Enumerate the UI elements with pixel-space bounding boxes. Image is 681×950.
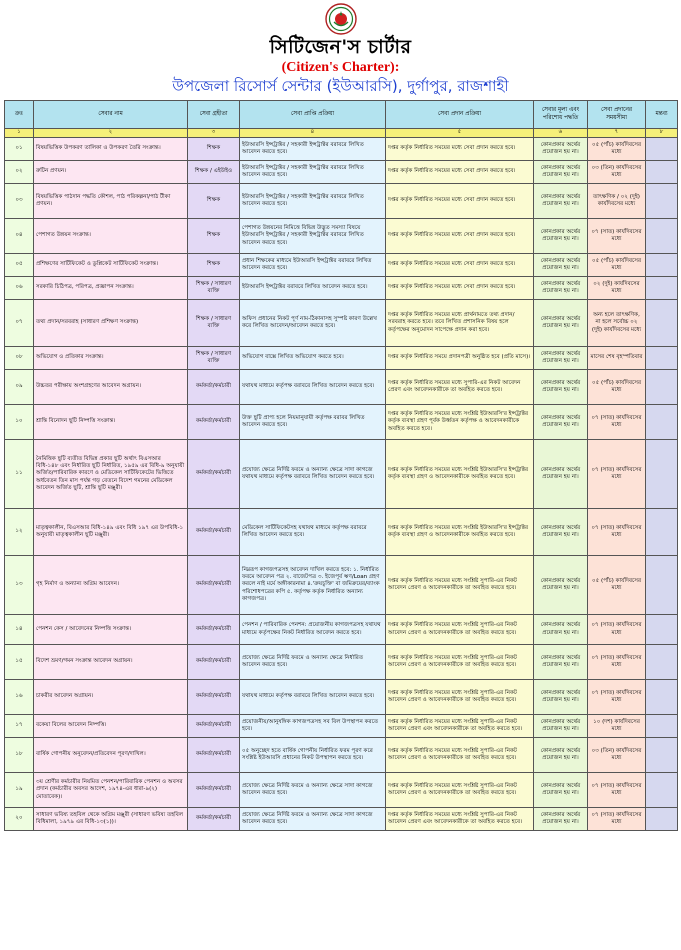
service-name: বিষয়ভিত্তিক পাঠদান পদ্ধতি কৌশল, পাঠ পরিকল্পনা/পাঠ টীকা প্রণয়ন।	[34, 184, 188, 219]
service-time: তাৎক্ষণিক / ০২ (দুই) কার্যদিবসের মধ্যে	[588, 184, 646, 219]
column-header: সেবার নাম	[34, 101, 188, 129]
service-time: ০৭ (সাত) কার্যদিবসের মধ্যে	[588, 615, 646, 645]
table-row	[5, 440, 678, 509]
service-fee: কোনপ্রকার অর্থের প্রয়োজন হয় না।	[534, 277, 588, 300]
service-name: বকেয়া বিলের আবেদন নিষ্পত্তি।	[34, 715, 188, 738]
remark	[646, 138, 678, 161]
row-number: ০৩	[5, 184, 34, 219]
service-recipient: শিক্ষক	[188, 184, 240, 219]
service-fee: কোনপ্রকার অর্থের প্রয়োজন হয় না।	[534, 808, 588, 831]
service-time: ০৭ (সাত) কার্যদিবসের মধ্যে	[588, 773, 646, 808]
office-name: উপজেলা রিসোর্স সেন্টার (ইউআরসি), দুর্গাপুর, রাজশাহী	[172, 77, 509, 95]
service-time: ০৫ (পাঁচ) কার্যদিবসের মধ্যে	[588, 370, 646, 405]
service-process: প্রযোজ্য ক্ষেত্রে নির্দিষ্ট ফরমে ও অন্যান্য ক্ষেত্রে সাদা কাগজে আবেদন করতে হবে।	[240, 773, 386, 808]
table-row	[5, 615, 678, 645]
service-recipient: কর্মকর্তা/কর্মচারী	[188, 808, 240, 831]
column-number: ৫	[386, 129, 534, 138]
service-name: ৩য় শ্রেণীর কর্মচারীর নিয়মিত পেনশন/পারিবারিক পেনশন ও অবসর প্রদান (কর্মচারীর অবসর আদেশ, ১৯৭৪-এর ধারা-৯(২) মোতাবেক)।	[34, 773, 188, 808]
table-row	[5, 347, 678, 370]
delivery-process: দপ্তর কর্তৃক নির্ধারিত সময়ের মধ্যে সংশ্লিষ্ট সুপারি-এর নিকট আবেদন প্রেরণ এবং আবেদনকারীকে তা অবহিত করতে হবে।	[386, 715, 534, 738]
table-row	[5, 277, 678, 300]
service-recipient: কর্মকর্তা/কর্মচারী	[188, 680, 240, 715]
row-number: ০১	[5, 138, 34, 161]
service-fee: কোনপ্রকার অর্থের প্রয়োজন হয় না।	[534, 509, 588, 556]
delivery-process: দপ্তর কর্তৃক নির্ধারিত সময়ের মধ্যে সংশ্লিষ্ট সুপারি-এর নিকট আবেদন প্রেরণ ও আবেদনকারীকে তা অবহিত করতে হবে।	[386, 680, 534, 715]
remark	[646, 161, 678, 184]
service-time: ০২ (দুই) কার্যদিবসের মধ্যে	[588, 277, 646, 300]
service-recipient: কর্মকর্তা/কর্মচারী	[188, 440, 240, 509]
service-fee: কোনপ্রকার অর্থের প্রয়োজন হয় না।	[534, 300, 588, 347]
table-row	[5, 680, 678, 715]
table-row	[5, 509, 678, 556]
column-header: মন্তব্য	[646, 101, 678, 129]
table-row	[5, 715, 678, 738]
column-number-row	[5, 129, 678, 138]
table-row	[5, 161, 678, 184]
service-fee: কোনপ্রকার অর্থের প্রয়োজন হয় না।	[534, 556, 588, 615]
service-time: ১০ (দশ) কার্যদিবসের মধ্যে	[588, 715, 646, 738]
row-number: ১৫	[5, 645, 34, 680]
delivery-process: দপ্তর কর্তৃক নির্ধারিত সময়ের মধ্যে সংশ্লিষ্ট ইউআরসি'র ইন্সট্রাক্টর কর্তৃক ব্যবস্থা গ্রহণ ও আবেদনকারীকে অবহিত করতে হবে।	[386, 440, 534, 509]
service-name: বার্ষিক গোপনীয় অনুবেদন/প্রতিবেদন পূরণ/দাখিল।	[34, 738, 188, 773]
table-row	[5, 405, 678, 440]
service-name: পেনশন কেস / আবেদনের নিষ্পত্তি সংক্রান্ত।	[34, 615, 188, 645]
delivery-process: দপ্তর কর্তৃক নির্ধারিত সময়ের মধ্যে সংশ্লিষ্ট সুপারি-এর নিকট আবেদন প্রেরণ ও আবেদনকারীকে তা অবহিত করতে হবে।	[386, 645, 534, 680]
column-number: ২	[34, 129, 188, 138]
service-recipient: কর্মকর্তা/কর্মচারী	[188, 556, 240, 615]
row-number: ১২	[5, 509, 34, 556]
service-name: সাধারণ ভবিষ্য তহবিল থেকে অগ্রিম মঞ্জুরী (সাধারণ ভবিষ্য তহবিল বিধিমালা, ১৯৭৯ এর বিধি-১৩(১))।	[34, 808, 188, 831]
service-fee: কোনপ্রকার অর্থের প্রয়োজন হয় না।	[534, 347, 588, 370]
row-number: ১৪	[5, 615, 34, 645]
service-recipient: কর্মকর্তা/কর্মচারী	[188, 738, 240, 773]
remark	[646, 347, 678, 370]
service-process: ০৫ অনুচ্ছেদ হতে বার্ষিক গোপনীয় নির্ধারিত ফরম পূরণ করে সংশ্লিষ্ট ইউআরসি প্রধানের নিকট উপস্থাপন করতে হবে।	[240, 738, 386, 773]
table-row	[5, 138, 678, 161]
delivery-process: দপ্তর কর্তৃক নির্ধারিত সময়ের মধ্যে সংশ্লিষ্ট ইউআরসি'র ইন্সট্রাক্টর কর্তৃক ব্যবস্থা গ্রহণ পূর্বক উর্ধ্বতন কর্তৃপক্ষ ও আবেদনকারীকে অবহিত করতে হবে।	[386, 405, 534, 440]
remark	[646, 738, 678, 773]
row-number: ০৫	[5, 254, 34, 277]
row-number: ০২	[5, 161, 34, 184]
service-recipient: কর্মকর্তা/কর্মচারী	[188, 509, 240, 556]
service-recipient: কর্মকর্তা/কর্মচারী	[188, 370, 240, 405]
service-time: ০৭ (সাত) কার্যদিবসের মধ্যে	[588, 645, 646, 680]
service-recipient: শিক্ষক / এইউইও	[188, 161, 240, 184]
column-number: ৮	[646, 129, 678, 138]
table-row	[5, 773, 678, 808]
service-name: শ্রান্তি বিনোদন ছুটি নিষ্পত্তি সংক্রান্ত।	[34, 405, 188, 440]
row-number: ২০	[5, 808, 34, 831]
row-number: ১৮	[5, 738, 34, 773]
page-title: সিটিজেন'স চার্টার	[269, 36, 412, 58]
service-name: নৈমিত্তিক ছুটি ব্যতীত বিভিন্ন প্রকার ছুটি অর্থাৎ বিএসআর বিধি-১৪৮ এবং নির্ধারিত ছুটি নির্ধারিত, ১৯৫৯ এর বিধি-৯ অনুযায়ী অর্জিত/পারিবারিক কারণে ও মেডিকেল সার্টিফিকেটের ভিত্তিতে অর্ধবেতন তিন মাস পর্যন্ত গড় বেতনে বিদেশ গমনের মেডিকেল আবেদন অর্জিত ছুটি, শ্রান্তি ছুটি মঞ্জুরী।	[34, 440, 188, 509]
table-row	[5, 738, 678, 773]
column-header: সেবা প্রদানের সময়সীমা	[588, 101, 646, 129]
service-recipient: শিক্ষক	[188, 138, 240, 161]
service-time: ০৫ (পাঁচ) কার্যদিবসের মধ্যে	[588, 138, 646, 161]
service-time: ০৭ (সাত) কার্যদিবসের মধ্যে	[588, 219, 646, 254]
delivery-process: দপ্তর কর্তৃক নির্ধারিত সময়ের মধ্যে সংশ্লিষ্ট সুপারি-এর নিকট আবেদন প্রেরণ এবং আবেদনকারীকে তা অবহিত করতে হবে।	[386, 808, 534, 831]
service-process: যথাযথ মাধ্যমে কর্তৃপক্ষ বরাবরে লিখিত আবেদন করতে হবে।	[240, 370, 386, 405]
column-header: সেবা প্রদান প্রক্রিয়া	[386, 101, 534, 129]
service-recipient: কর্মকর্তা/কর্মচারী	[188, 773, 240, 808]
service-fee: কোনপ্রকার অর্থের প্রয়োজন হয় না।	[534, 138, 588, 161]
service-fee: কোনপ্রকার অর্থের প্রয়োজন হয় না।	[534, 161, 588, 184]
delivery-process: দপ্তর কর্তৃক নির্ধারিত সময়ের মধ্যে সেবা প্রদান করতে হবে।	[386, 184, 534, 219]
service-fee: কোনপ্রকার অর্থের প্রয়োজন হয় না।	[534, 680, 588, 715]
service-recipient: কর্মকর্তা/কর্মচারী	[188, 615, 240, 645]
remark	[646, 370, 678, 405]
table-header-row	[5, 101, 678, 129]
delivery-process: দপ্তর কর্তৃক নির্ধারিত সময়ের মধ্যে সেবা প্রদান করতে হবে।	[386, 277, 534, 300]
remark	[646, 254, 678, 277]
service-fee: কোনপ্রকার অর্থের প্রয়োজন হয় না।	[534, 405, 588, 440]
service-name: চাকরীর আবেদন অগ্রায়ন।	[34, 680, 188, 715]
service-time: অন্য হলে তাৎক্ষণিক, না হলে সর্বোচ্চ ০২ (দুই) কার্যদিবসের মধ্যে	[588, 300, 646, 347]
table-row	[5, 300, 678, 347]
column-header: সেবা প্রাপ্তি প্রক্রিয়া	[240, 101, 386, 129]
service-process: প্রধান শিক্ষকের মাধ্যমে ইউআরসি ইন্সট্রাক্টর বরাবরে লিখিত আবেদন করতে হবে।	[240, 254, 386, 277]
delivery-process: দপ্তর কর্তৃক নির্ধারিত সময়ের মধ্যে সংশ্লিষ্ট সুপারি-এর নিকট আবেদন প্রেরণ ও আবেদনকারীকে তা অবহিত করতে হবে।	[386, 615, 534, 645]
table-row	[5, 184, 678, 219]
service-name: রুটিন প্রণয়ন।	[34, 161, 188, 184]
remark	[646, 300, 678, 347]
service-time: ০৩ (তিন) কার্যদিবসের মধ্যে	[588, 738, 646, 773]
service-time: ০৭ (সাত) কার্যদিবসের মধ্যে	[588, 405, 646, 440]
service-process: ইউআরসি ইন্সট্রাক্টর বরাবরে লিখিত আবেদন করতে হবে।	[240, 277, 386, 300]
service-process: পেনশন / পারিবারিক পেনশন: প্রয়োজনীয় কাগজপত্রসহ যথাযথ মাধ্যমে কর্তৃপক্ষের নিকট নির্ধারিত আবেদন করতে হবে।	[240, 615, 386, 645]
service-process: মেডিকেল সার্টিফিকেটসহ যথাযথ মাধ্যমে কর্তৃপক্ষ বরাবরে লিখিত আবেদন করতে হবে।	[240, 509, 386, 556]
service-name: বিদেশ ভ্রমণ/গমন সংক্রান্ত আবেদন অগ্রায়ন।	[34, 645, 188, 680]
table-row	[5, 370, 678, 405]
table-row	[5, 645, 678, 680]
service-name: উচ্চতর পরীক্ষায় অংশগ্রহণের আবেদন অগ্রায়ন।	[34, 370, 188, 405]
remark	[646, 440, 678, 509]
service-process: যথাযথ মাধ্যমে কর্তৃপক্ষ বরাবরে লিখিত আবেদন করতে হবে।	[240, 680, 386, 715]
delivery-process: দপ্তর কর্তৃক নির্ধারিত সময়ের মধ্যে সেবা প্রদান করতে হবে।	[386, 138, 534, 161]
service-process: প্রযোজ্য ক্ষেত্রে নির্দিষ্ট ফরমে ও অন্যান্য ক্ষেত্রে নির্ধারিত আবেদন করতে হবে।	[240, 645, 386, 680]
service-recipient: শিক্ষক / সাধারণ ব্যক্তি	[188, 300, 240, 347]
service-process: ইউআরসি ইন্সট্রাক্টর / সহকারী ইন্সট্রাক্টর বরাবরে লিখিত আবেদন করতে হবে।	[240, 184, 386, 219]
delivery-process: দপ্তর কর্তৃক নির্ধারিত সময়ের মধ্যে সুপারি-এর নিকট আবেদন প্রেরণ এবং আবেদনকারীকে তা অবহিত করতে হবে।	[386, 370, 534, 405]
service-time: মাসের শেষ বৃহস্পতিবার	[588, 347, 646, 370]
service-process: অভিযোগ বাক্সে লিখিত অভিযোগ করতে হবে।	[240, 347, 386, 370]
service-name: বিষয়ভিত্তিক উপকরণ তালিকা ও উপকরণ তৈরি সংক্রান্ত।	[34, 138, 188, 161]
service-recipient: শিক্ষক / সাধারণ ব্যক্তি	[188, 277, 240, 300]
table-row	[5, 219, 678, 254]
remark	[646, 405, 678, 440]
remark	[646, 645, 678, 680]
service-name: পেশাগত উন্নয়ন সংক্রান্ত।	[34, 219, 188, 254]
row-number: ১৯	[5, 773, 34, 808]
column-header: সেবা গ্রহীতা	[188, 101, 240, 129]
service-process: প্রযোজ্য ক্ষেত্রে নির্দিষ্ট ফরমে ও অন্যান্য ক্ষেত্রে সাদা কাগজে যথাযথ মাধ্যমে কর্তৃপক্ষ বরাবরে লিখিত আবেদন করতে হবে।	[240, 440, 386, 509]
service-time: ০৩ (তিন) কার্যদিবসের মধ্যে	[588, 161, 646, 184]
service-process: নিম্নরূপ কাগজপত্রসহ আবেদন দাখিল করতে হবে: ১. নির্ধারিত ফরমে আবেদন পত্র ২. বাজেটপত্র ৩. ইজেপূর্ব ঋণ/Loan গ্রহণ করলে নাই মর্মে অঙ্গীকারনামা ৪.'ক্রয়চুক্তি' বা জমিক্রয়ের/ব্যাংক পরিশোধপত্রের কপি ৫. কর্তৃপক্ষ কর্তৃক নির্ধারিত অন্যান্য কাগজপত্র।	[240, 556, 386, 615]
delivery-process: দপ্তর কর্তৃক নির্ধারিত সময়ের মধ্যে সংশ্লিষ্ট সুপারি-এর নিকট আবেদন প্রেরণ ও আবেদনকারীকে তা অবহিত করতে হবে।	[386, 738, 534, 773]
service-fee: কোনপ্রকার অর্থের প্রয়োজন হয় না।	[534, 219, 588, 254]
delivery-process: দপ্তর কর্তৃক নির্ধারিত সময়ের মধ্যে সেবা প্রদান করতে হবে।	[386, 219, 534, 254]
service-recipient: কর্মকর্তা/কর্মচারী	[188, 645, 240, 680]
service-name: গৃহ নির্মাণ ও অন্যান্য অগ্রিম আবেদন।	[34, 556, 188, 615]
row-number: ০৬	[5, 277, 34, 300]
service-time: ০৫ (পাঁচ) কার্যদিবসের মধ্যে	[588, 556, 646, 615]
service-fee: কোনপ্রকার অর্থের প্রয়োজন হয় না।	[534, 738, 588, 773]
service-time: ০৫ (পাঁচ) কার্যদিবসের মধ্যে	[588, 254, 646, 277]
service-recipient: শিক্ষক	[188, 219, 240, 254]
remark	[646, 219, 678, 254]
row-number: ০৮	[5, 347, 34, 370]
service-process: ইউআরসি ইন্সট্রাক্টর / সহকারী ইন্সট্রাক্টর বরাবরে লিখিত আবেদন করতে হবে।	[240, 138, 386, 161]
service-fee: কোনপ্রকার অর্থের প্রয়োজন হয় না।	[534, 773, 588, 808]
column-number: ৬	[534, 129, 588, 138]
column-number: ৭	[588, 129, 646, 138]
service-name: প্রশিক্ষণের সার্টিফিকেট ও ডুপ্লিকেট সার্টিফিকেট সংক্রান্ত।	[34, 254, 188, 277]
delivery-process: দপ্তর কর্তৃক নির্ধারিত সময়ের মধ্যে সেবা প্রদান করতে হবে।	[386, 254, 534, 277]
remark	[646, 808, 678, 831]
remark	[646, 277, 678, 300]
citizen-charter-table	[4, 100, 678, 831]
delivery-process: দপ্তর কর্তৃক নির্ধারিত সময়ের মধ্যে প্রার্থনামতে তথ্য প্রদান/সরবরাহ করতে হবে। তবে লিখিত প্রশাসনিক বিষয় হলে কর্তৃপক্ষের অনুমোদন সাপেক্ষে প্রদান করা হবে।	[386, 300, 534, 347]
service-name: মাতৃত্বকালীন, বিএসআর বিধি-১৪৯ এবং বিধি ১৯৭ এর উপবিধি-১ অনুযায়ী মাতৃত্বকালীন ছুটি মঞ্জুরী।	[34, 509, 188, 556]
service-process: পেশাগত উন্নয়নের নিমিত্তে বিভিন্ন উদ্ভূত সমস্যা বিষয়ে ইউআরসি ইন্সট্রাক্টর / সহকারী ইন্সট্রাক্টর বরাবরে লিখিত আবেদন করতে হবে।	[240, 219, 386, 254]
service-recipient: কর্মকর্তা/কর্মচারী	[188, 405, 240, 440]
row-number: ০৭	[5, 300, 34, 347]
delivery-process: দপ্তর কর্তৃক নির্ধারিত সময়ে প্রদানপত্রী অনুষ্ঠিত হবে (প্রতি মাসে)।	[386, 347, 534, 370]
delivery-process: দপ্তর কর্তৃক নির্ধারিত সময়ের মধ্যে সংশ্লিষ্ট ইউআরসি'র ইন্সট্রাক্টর কর্তৃক ব্যবস্থা গ্রহণ ও আবেদনকারীকে অবহিত করতে হবে।	[386, 509, 534, 556]
row-number: ০৯	[5, 370, 34, 405]
service-name: অভিযোগ ও প্রতিকার সংক্রান্ত।	[34, 347, 188, 370]
service-process: উক্ত ছুটি প্রাপ্য হলে নিয়মানুযায়ী কর্তৃপক্ষ বরাবর লিখিত আবেদন করতে হবে।	[240, 405, 386, 440]
remark	[646, 680, 678, 715]
service-fee: কোনপ্রকার অর্থের প্রয়োজন হয় না।	[534, 715, 588, 738]
service-process: অফিস প্রধানের নিকট পূর্ণ নাম-ঠিকানাসহ সুস্পষ্ট কারণ উল্লেখ করে লিখিত আবেদন/আবেদন করতে হবে।	[240, 300, 386, 347]
remark	[646, 773, 678, 808]
service-time: ০৭ (সাত) কার্যদিবসের মধ্যে	[588, 680, 646, 715]
row-number: ০৪	[5, 219, 34, 254]
service-fee: কোনপ্রকার অর্থের প্রয়োজন হয় না।	[534, 440, 588, 509]
service-name: তথ্য প্রদান/সরবরাহ (সাধারণ প্রশিক্ষণ সংক্রান্ত)	[34, 300, 188, 347]
service-fee: কোনপ্রকার অর্থের প্রয়োজন হয় না।	[534, 645, 588, 680]
row-number: ১৬	[5, 680, 34, 715]
table-row	[5, 254, 678, 277]
delivery-process: দপ্তর কর্তৃক নির্ধারিত সময়ের মধ্যে সংশ্লিষ্ট সুপারি-এর নিকট আবেদন প্রেরণ ও আবেদনকারীকে তা অবহিত করতে হবে।	[386, 773, 534, 808]
row-number: ১৩	[5, 556, 34, 615]
service-fee: কোনপ্রকার অর্থের প্রয়োজন হয় না।	[534, 615, 588, 645]
service-process: প্রযোজ্য ক্ষেত্রে নির্দিষ্ট ফরমে ও অন্যান্য ক্ষেত্রে সাদা কাগজে আবেদন করতে হবে।	[240, 808, 386, 831]
row-number: ১১	[5, 440, 34, 509]
service-time: ০৭ (সাত) কার্যদিবসের মধ্যে	[588, 509, 646, 556]
column-header: ক্রঃ	[5, 101, 34, 129]
service-time: ০৭ (সাত) কার্যদিবসের মধ্যে	[588, 440, 646, 509]
remark	[646, 615, 678, 645]
column-number: ১	[5, 129, 34, 138]
remark	[646, 184, 678, 219]
service-time: ০৭ (সাত) কার্যদিবসের মধ্যে	[588, 808, 646, 831]
service-fee: কোনপ্রকার অর্থের প্রয়োজন হয় না।	[534, 370, 588, 405]
table-row	[5, 556, 678, 615]
page-subtitle-english: (Citizen's Charter):	[281, 60, 400, 75]
remark	[646, 715, 678, 738]
remark	[646, 509, 678, 556]
table-row	[5, 808, 678, 831]
service-recipient: শিক্ষক / সাধারণ ব্যক্তি	[188, 347, 240, 370]
service-recipient: কর্মকর্তা/কর্মচারী	[188, 715, 240, 738]
delivery-process: দপ্তর কর্তৃক নির্ধারিত সময়ের মধ্যে সেবা প্রদান করতে হবে।	[386, 161, 534, 184]
remark	[646, 556, 678, 615]
delivery-process: দপ্তর কর্তৃক নির্ধারিত সময়ের মধ্যে সংশ্লিষ্ট সুপারি-এর নিকট আবেদন প্রেরণ ও আবেদনকারীকে তা অবহিত করতে হবে।	[386, 556, 534, 615]
service-process: ইউআরসি ইন্সট্রাক্টর / সহকারী ইন্সট্রাক্টর বরাবরে লিখিত আবেদন করতে হবে।	[240, 161, 386, 184]
column-header: সেবার মূল্য এবং পরিশোধ পদ্ধতি	[534, 101, 588, 129]
service-fee: কোনপ্রকার অর্থের প্রয়োজন হয় না।	[534, 184, 588, 219]
column-number: ৩	[188, 129, 240, 138]
row-number: ১৭	[5, 715, 34, 738]
service-process: প্রয়োজনীয়/আনুষঙ্গিক কাগজপত্রসহ সব বিল উপস্থাপন করতে হবে।	[240, 715, 386, 738]
service-fee: কোনপ্রকার অর্থের প্রয়োজন হয় না।	[534, 254, 588, 277]
government-seal-logo	[325, 3, 357, 35]
column-number: ৪	[240, 129, 386, 138]
service-name: সরকারি চিঠিপত্র, পরিপত্র, প্রজ্ঞাপন সংক্রান্ত।	[34, 277, 188, 300]
row-number: ১০	[5, 405, 34, 440]
service-recipient: শিক্ষক	[188, 254, 240, 277]
